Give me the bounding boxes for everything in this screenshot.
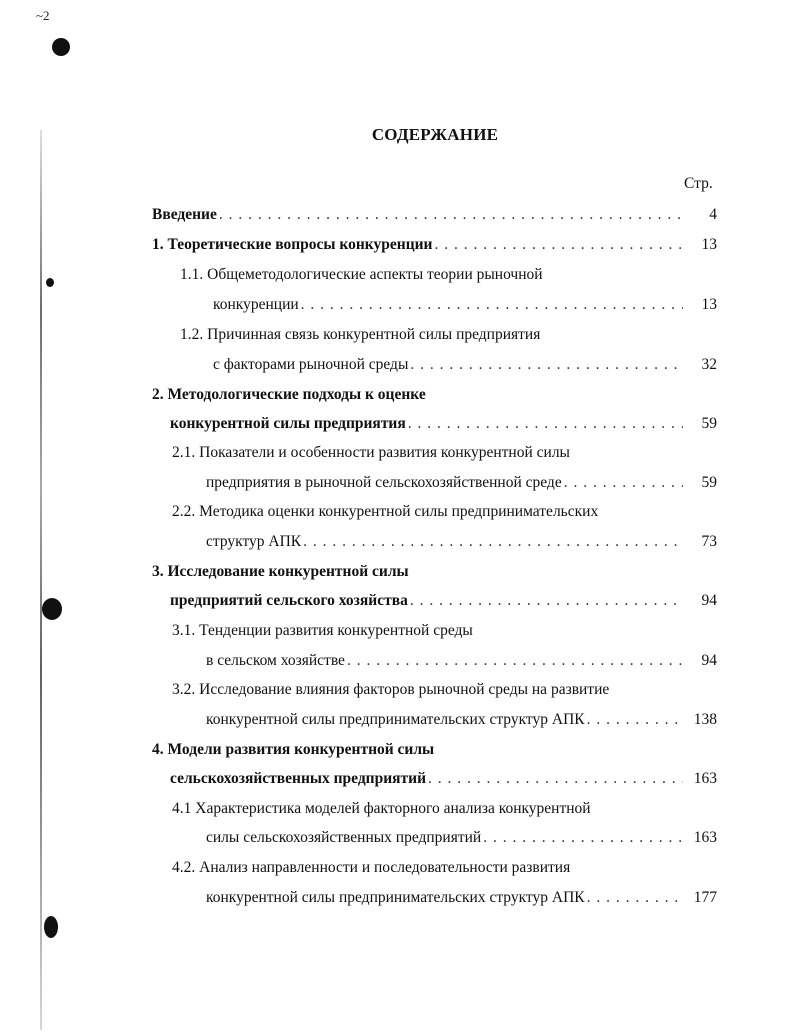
toc-entry-text: 1. Теоретические вопросы конкуренции xyxy=(152,236,433,253)
leader-dots xyxy=(301,296,683,314)
toc-page-number: 4 xyxy=(709,206,717,223)
toc-page-number: 94 xyxy=(701,652,717,669)
toc-page-number: 138 xyxy=(693,711,717,728)
toc-entry[interactable] xyxy=(213,356,717,374)
ink-blot xyxy=(44,916,58,938)
toc-entry[interactable] xyxy=(206,829,717,847)
toc-entry-line1: 4.2. Анализ направленности и последовательности развития xyxy=(172,859,571,876)
toc-entry-text: силы сельскохозяйственных предприятий xyxy=(206,829,482,846)
toc-entry-line1: 3. Исследование конкурентной силы xyxy=(152,563,409,580)
toc-page-number: 73 xyxy=(701,533,717,550)
toc-entry-text: сельскохозяйственных предприятий xyxy=(170,770,427,787)
toc-entry-text: конкурентной силы предпринимательских структур АПК xyxy=(206,711,585,728)
toc-entry-line1: 2. Методологические подходы к оценке xyxy=(152,386,426,403)
scan-margin-line xyxy=(40,130,42,1030)
toc-entry[interactable] xyxy=(206,474,717,492)
toc-title: СОДЕРЖАНИЕ xyxy=(371,125,499,144)
toc-page-number: 32 xyxy=(701,356,717,373)
toc-entry-line1: 3.1. Тенденции развития конкурентной среды xyxy=(172,622,473,639)
toc-entry-line1: 1.2. Причинная связь конкурентной силы предприятия xyxy=(180,326,541,343)
leader-dots xyxy=(219,206,683,224)
toc-entry-text: конкурентной силы предпринимательских структур АПК xyxy=(206,889,585,906)
toc-entry-line1: 1.1. Общеметодологические аспекты теории рыночной xyxy=(180,266,543,283)
toc-entry-text: предприятий сельского хозяйства xyxy=(170,592,408,609)
ink-blot xyxy=(52,38,70,56)
toc-entry-text: Введение xyxy=(152,206,217,223)
toc-entry-text: предприятия в рыночной сельскохозяйственной среде xyxy=(206,474,562,491)
toc-entry-text: конкурентной силы предприятия xyxy=(170,415,406,432)
leader-dots xyxy=(428,770,683,788)
toc-entry-text: в сельском хозяйстве xyxy=(206,652,345,669)
toc-page-number: 94 xyxy=(701,592,717,609)
toc-entry[interactable] xyxy=(206,711,717,729)
toc-entry-line1: 4. Модели развития конкурентной силы xyxy=(152,741,435,758)
corner-mark: ~2 xyxy=(36,8,50,23)
ink-blot xyxy=(42,598,62,620)
leader-dots xyxy=(408,415,683,433)
leader-dots xyxy=(587,889,683,907)
toc-entry[interactable] xyxy=(206,533,717,551)
leader-dots xyxy=(410,356,683,374)
leader-dots xyxy=(410,592,683,610)
toc-entry[interactable] xyxy=(152,206,717,224)
toc-entry[interactable] xyxy=(170,592,717,610)
toc-page-number: 13 xyxy=(701,296,717,313)
toc-page-number: 163 xyxy=(693,770,717,787)
leader-dots xyxy=(435,236,684,254)
toc-page-number: 59 xyxy=(701,474,717,491)
toc-entry-text: конкуренции xyxy=(213,296,299,313)
toc-entry[interactable] xyxy=(206,652,717,670)
toc-entry[interactable] xyxy=(206,889,717,907)
toc-page-number: 163 xyxy=(693,829,717,846)
toc-entry-line1: 2.2. Методика оценки конкурентной силы предпринимательских xyxy=(172,503,599,520)
toc-entry-line1: 3.2. Исследование влияния факторов рыночной среды на развитие xyxy=(172,681,610,698)
ink-blot xyxy=(46,278,54,287)
toc-entry[interactable] xyxy=(170,770,717,788)
leader-dots xyxy=(483,829,683,847)
leader-dots xyxy=(303,533,683,551)
toc-entry-text: с факторами рыночной среды xyxy=(213,356,409,373)
toc-entry[interactable] xyxy=(152,236,717,254)
toc-entry-text: структур АПК xyxy=(206,533,302,550)
toc-entry-line1: 4.1 Характеристика моделей факторного анализа конкурентной xyxy=(172,800,591,817)
leader-dots xyxy=(564,474,683,492)
leader-dots xyxy=(587,711,683,729)
page-column-label: Стр. xyxy=(684,175,713,192)
toc-entry[interactable] xyxy=(213,296,717,314)
toc-entry-line1: 2.1. Показатели и особенности развития конкурентной силы xyxy=(172,444,570,461)
toc-page-number: 177 xyxy=(693,889,717,906)
toc-page-number: 59 xyxy=(701,415,717,432)
toc-page-number: 13 xyxy=(701,236,717,253)
leader-dots xyxy=(347,652,683,670)
toc-entry[interactable] xyxy=(170,415,717,433)
